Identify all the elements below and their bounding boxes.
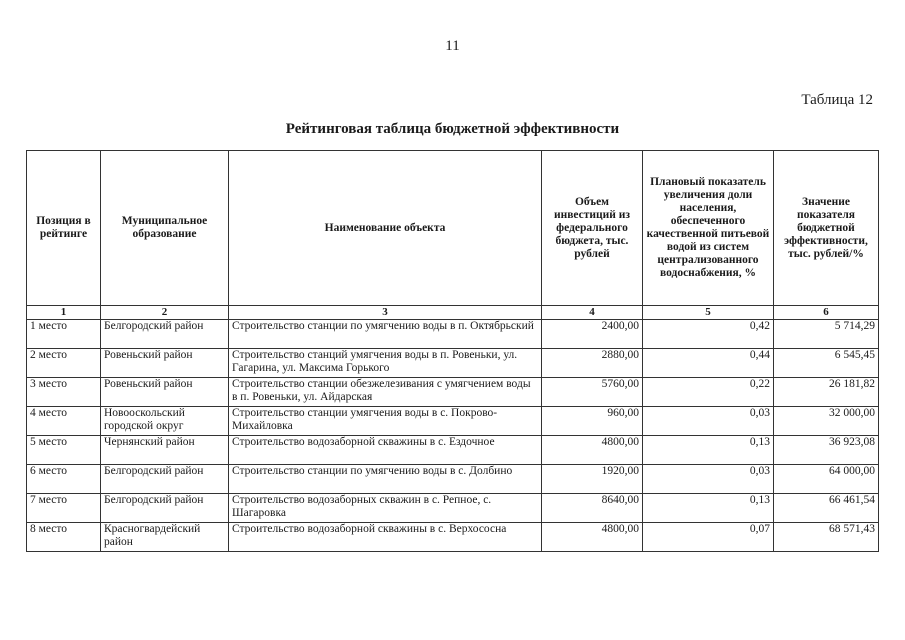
- table-row: [27, 378, 879, 407]
- column-number: 3: [229, 306, 542, 320]
- table-row: [27, 320, 879, 349]
- position-cell: 2 место: [27, 349, 101, 378]
- share-cell: 0,03: [643, 465, 774, 494]
- efficiency-cell: 6 545,45: [774, 349, 879, 378]
- position-cell: 8 место: [27, 523, 101, 552]
- efficiency-cell: 66 461,54: [774, 494, 879, 523]
- investment-cell: 4800,00: [542, 523, 643, 552]
- column-number: 6: [774, 306, 879, 320]
- efficiency-cell: 68 571,43: [774, 523, 879, 552]
- position-cell: 3 место: [27, 378, 101, 407]
- table-header-row: [27, 151, 879, 306]
- object-cell: Строительство водозаборной скважины в с. Верхососна: [229, 523, 542, 552]
- column-header-position: Позиция в рейтинге: [27, 151, 101, 306]
- efficiency-cell: 32 000,00: [774, 407, 879, 436]
- position-cell: 1 место: [27, 320, 101, 349]
- share-cell: 0,22: [643, 378, 774, 407]
- investment-cell: 8640,00: [542, 494, 643, 523]
- investment-cell: 4800,00: [542, 436, 643, 465]
- table-row: [27, 523, 879, 552]
- investment-cell: 1920,00: [542, 465, 643, 494]
- column-number: 1: [27, 306, 101, 320]
- share-cell: 0,03: [643, 407, 774, 436]
- table-row: [27, 407, 879, 436]
- investment-cell: 5760,00: [542, 378, 643, 407]
- share-cell: 0,42: [643, 320, 774, 349]
- municipality-cell: Красногвардейский район: [101, 523, 229, 552]
- table-row: [27, 494, 879, 523]
- municipality-cell: Белгородский район: [101, 494, 229, 523]
- column-header-share: Плановый показатель увеличения доли населения, обеспеченного качественной питьевой водой из систем централизованного водоснабжения, %: [643, 151, 774, 306]
- table-row: [27, 349, 879, 378]
- object-cell: Строительство станции умягчения воды в с. Покрово-Михайловка: [229, 407, 542, 436]
- investment-cell: 2400,00: [542, 320, 643, 349]
- share-cell: 0,07: [643, 523, 774, 552]
- investment-cell: 2880,00: [542, 349, 643, 378]
- position-cell: 6 место: [27, 465, 101, 494]
- municipality-cell: Белгородский район: [101, 320, 229, 349]
- investment-cell: 960,00: [542, 407, 643, 436]
- position-cell: 4 место: [27, 407, 101, 436]
- object-cell: Строительство водозаборной скважины в с. Ездочное: [229, 436, 542, 465]
- share-cell: 0,44: [643, 349, 774, 378]
- column-header-municipality: Муниципальное образование: [101, 151, 229, 306]
- table-title: Рейтинговая таблица бюджетной эффективности: [285, 121, 620, 137]
- object-cell: Строительство станции обезжелезивания с умягчением воды в п. Ровеньки, ул. Айдарская: [229, 378, 542, 407]
- municipality-cell: Новооскольский городской округ: [101, 407, 229, 436]
- efficiency-cell: 64 000,00: [774, 465, 879, 494]
- municipality-cell: Белгородский район: [101, 465, 229, 494]
- table-label: Таблица 12: [801, 92, 873, 108]
- municipality-cell: Ровеньский район: [101, 378, 229, 407]
- share-cell: 0,13: [643, 494, 774, 523]
- object-cell: Строительство станций умягчения воды в п. Ровеньки, ул. Гагарина, ул. Максима Горького: [229, 349, 542, 378]
- page-number: 11: [445, 38, 460, 54]
- position-cell: 7 место: [27, 494, 101, 523]
- municipality-cell: Ровеньский район: [101, 349, 229, 378]
- table-row: [27, 465, 879, 494]
- share-cell: 0,13: [643, 436, 774, 465]
- efficiency-cell: 36 923,08: [774, 436, 879, 465]
- object-cell: Строительство водозаборных скважин в с. Репное, с. Шагаровка: [229, 494, 542, 523]
- column-header-efficiency: Значение показателя бюджетной эффективности, тыс. рублей/%: [774, 151, 879, 306]
- column-number: 2: [101, 306, 229, 320]
- column-number: 5: [643, 306, 774, 320]
- column-number-row: [27, 306, 879, 320]
- efficiency-cell: 5 714,29: [774, 320, 879, 349]
- municipality-cell: Чернянский район: [101, 436, 229, 465]
- column-header-investment: Объем инвестиций из федерального бюджета, тыс. рублей: [542, 151, 643, 306]
- object-cell: Строительство станции по умягчению воды в с. Долбино: [229, 465, 542, 494]
- efficiency-cell: 26 181,82: [774, 378, 879, 407]
- object-cell: Строительство станции по умягчению воды в п. Октябрьский: [229, 320, 542, 349]
- rating-table: [26, 150, 879, 552]
- position-cell: 5 место: [27, 436, 101, 465]
- table-row: [27, 436, 879, 465]
- column-number: 4: [542, 306, 643, 320]
- column-header-object: Наименование объекта: [229, 151, 542, 306]
